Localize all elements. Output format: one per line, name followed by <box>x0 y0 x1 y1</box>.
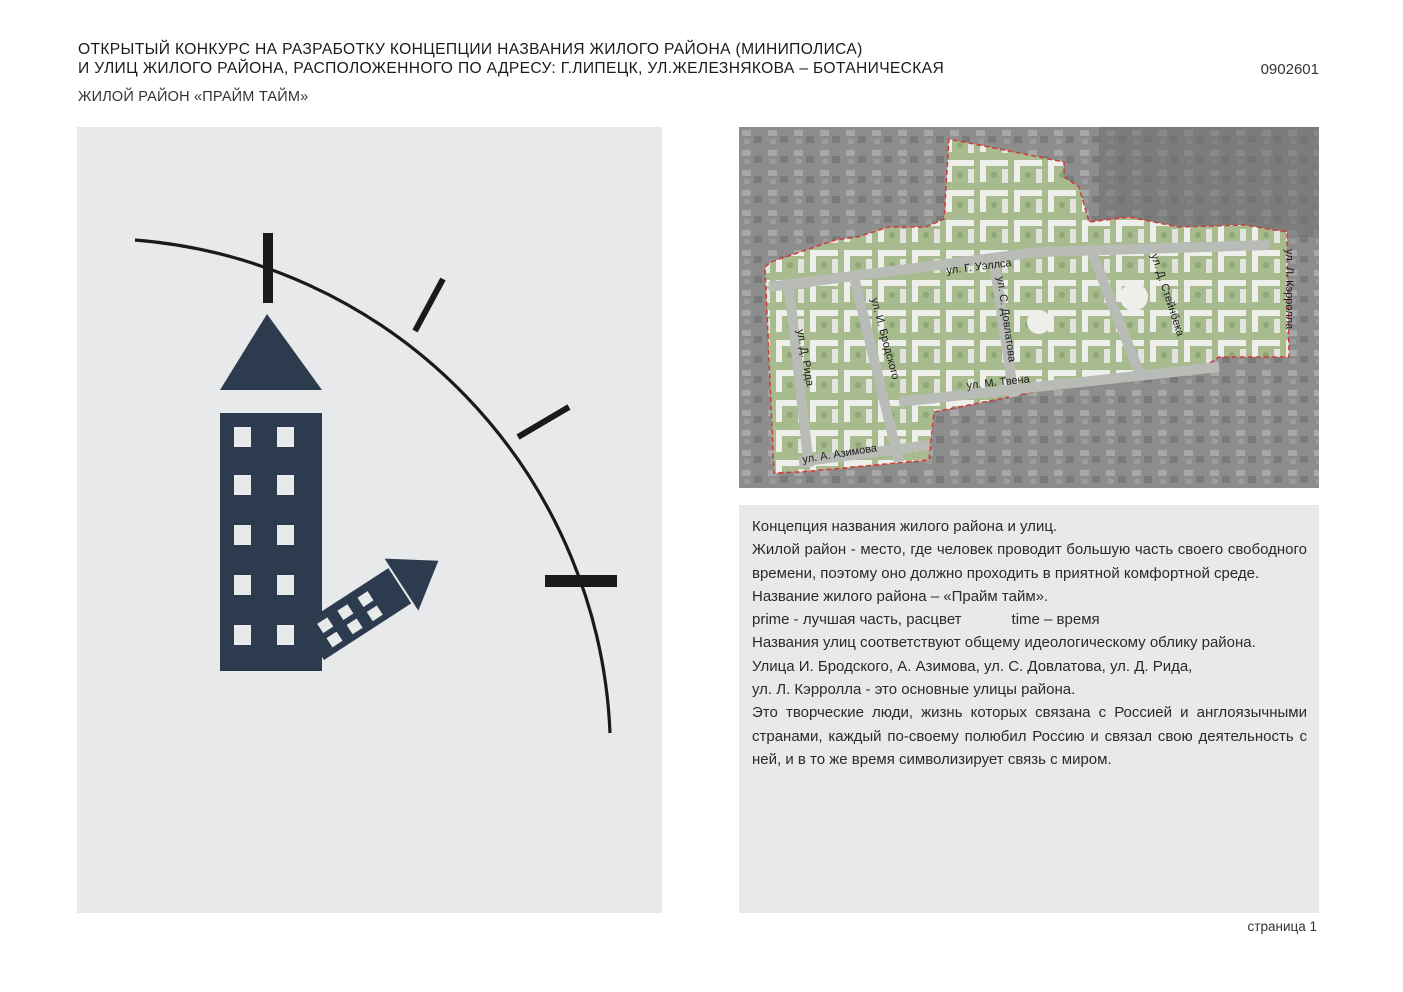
street-label-dovlatov: ул. С. Довлатова <box>994 275 1018 363</box>
concept-heading: Концепция названия жилого района и улиц. <box>752 518 1058 535</box>
street-label-reid: ул. Д. Рида <box>794 328 816 388</box>
concept-meaning <box>752 608 1307 631</box>
title-line-2: И УЛИЦ ЖИЛОГО РАЙОНА, РАСПОЛОЖЕННОГО ПО АДРЕСУ: Г.ЛИПЕЦК, УЛ.ЖЕЛЕЗНЯКОВА – БОТАНИЧЕСКАЯ <box>78 60 945 77</box>
street-label-steinbeck: ул. Д. Стейнбека <box>1148 252 1187 338</box>
street-label-carroll: ул. Л. Кэрролла <box>1283 249 1295 330</box>
concept-paragraph-4: Улица И. Бродского, А. Азимова, ул. С. Довлатова, ул. Д. Рида, <box>752 657 1193 675</box>
page-number: страница 1 <box>1247 919 1317 934</box>
street-label-asimov: ул. А. Азимова <box>801 442 878 466</box>
meaning-time: time – время <box>1011 611 1100 629</box>
project-code: 0902601 <box>1260 61 1319 78</box>
tick-3 <box>545 575 617 587</box>
concept-paragraph-1: Жилой район - место, где человек проводит большую часть своего свободного времени, поэтому оно должно проходить в приятной комфортной среде. <box>752 541 1307 582</box>
concept-paragraph-5: ул. Л. Кэрролла - это основные улицы района. <box>752 681 1076 699</box>
tower-roof <box>220 314 322 390</box>
concept-text-panel <box>739 505 1319 913</box>
clock-tower-logo-icon <box>77 127 662 913</box>
tick-1 <box>415 279 443 331</box>
district-site-plan-image <box>739 127 1319 488</box>
site-plan-panel <box>739 127 1319 488</box>
concept-paragraph-3: Названия улиц соответствуют общему идеологическому облику района. <box>752 634 1256 652</box>
street-label-twain: ул. М. Твена <box>966 373 1031 392</box>
meaning-prime: prime - лучшая часть, расцвет <box>752 611 962 629</box>
title-line-1: ОТКРЫТЫЙ КОНКУРС НА РАЗРАБОТКУ КОНЦЕПЦИИ НАЗВАНИЯ ЖИЛОГО РАЙОНА (МИНИПОЛИСА) <box>78 41 863 58</box>
street-label-wells: ул. Г. Уэллса <box>945 257 1013 277</box>
tick-12 <box>263 233 273 303</box>
concept-paragraph-6: Это творческие люди, жизнь которых связана с Россией и англоязычными странами, каждый по-своему полюбил Россию и связал свою деятельность с ней, и в то же время символизирует связь с миром. <box>752 704 1307 768</box>
clock-arc <box>135 240 610 733</box>
district-subtitle: ЖИЛОЙ РАЙОН «ПРАЙМ ТАЙМ» <box>78 89 309 105</box>
street-label-brodsky: ул. И. Бродского <box>868 296 902 381</box>
concept-paragraph-2: Название жилого района – «Прайм тайм». <box>752 587 1049 605</box>
document-title <box>78 40 944 78</box>
logo-panel <box>77 127 662 913</box>
tick-2 <box>518 407 569 437</box>
